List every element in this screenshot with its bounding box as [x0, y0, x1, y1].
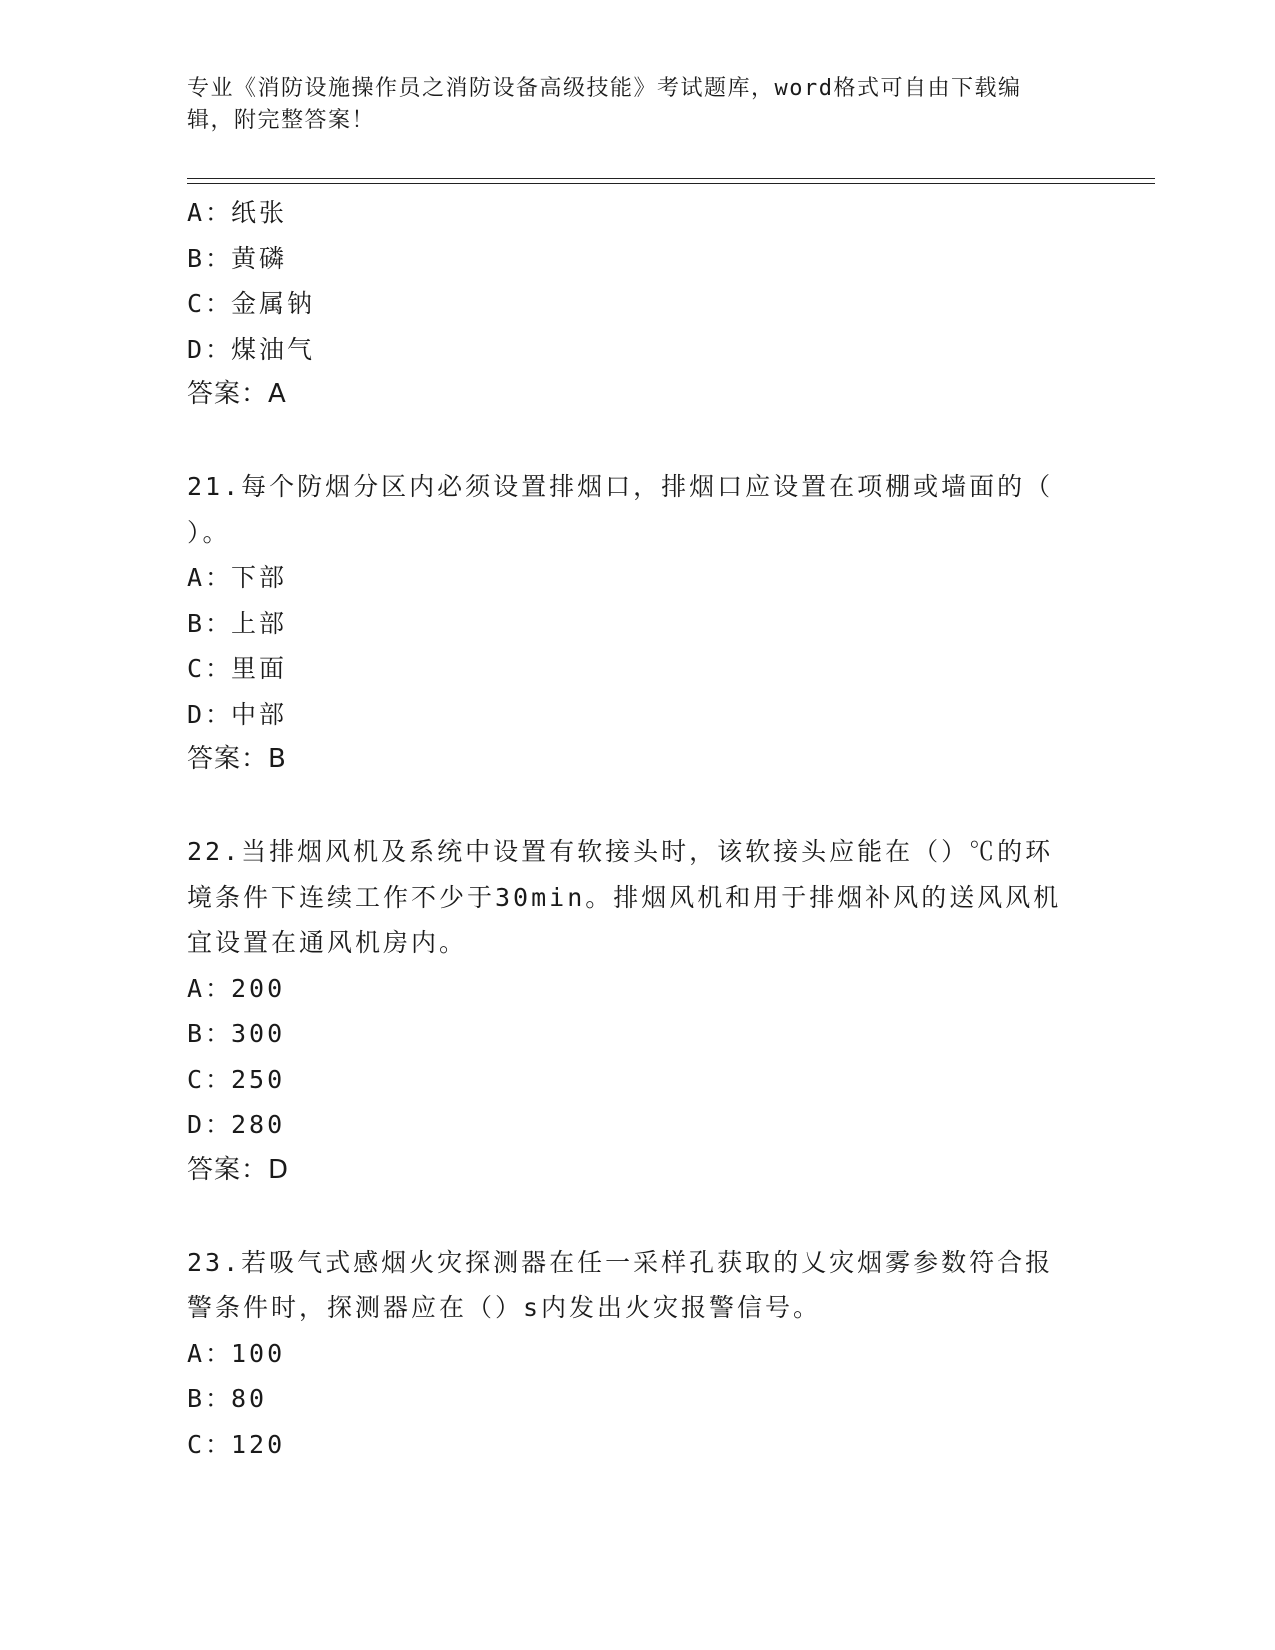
option-b: B：上部: [187, 608, 288, 638]
option-c: C：250: [187, 1064, 286, 1094]
header-line-2: 辑，附完整答案！: [187, 108, 376, 133]
question-23: [187, 1240, 1087, 1468]
question-content: [187, 190, 1087, 1467]
option-a: A：纸张: [187, 198, 288, 227]
option-c: C：120: [187, 1429, 286, 1459]
option-c: C：里面: [187, 654, 288, 683]
question-text-line: 23.若吸气式感烟火灾探测器在任一采样孔获取的乂灾烟雾参数符合报: [187, 1247, 1054, 1277]
option-b: B：80: [187, 1384, 268, 1413]
question-text-line: 22.当排烟风机及系统中设置有软接头时，该软接头应能在（）℃的环: [187, 837, 1054, 866]
header-rule-top: [187, 178, 1155, 179]
option-a: A：200: [187, 973, 286, 1003]
page-header: [187, 73, 1067, 137]
prev-question: [187, 190, 1087, 417]
question-text-line: ）。: [187, 517, 231, 547]
option-c: C：金属钠: [187, 289, 316, 318]
option-d: D：280: [187, 1110, 286, 1139]
option-a: A：100: [187, 1338, 286, 1368]
header-line-1: 专业《消防设施操作员之消防设备高级技能》考试题库，word格式可自由下载编: [187, 76, 1022, 101]
question-text-line: 宜设置在通风机房内。: [187, 928, 468, 957]
answer: 答案：A: [187, 379, 287, 409]
answer: 答案：B: [187, 744, 287, 774]
question-text-line: 警条件时，探测器应在（）s内发出火灾报警信号。: [187, 1293, 822, 1322]
question-21: [187, 464, 1087, 782]
option-b: B：300: [187, 1019, 286, 1048]
answer: 答案：D: [187, 1154, 290, 1185]
question-text-line: 21.每个防烟分区内必须设置排烟口，排烟口应设置在项棚或墙面的（: [187, 472, 1054, 501]
option-a: A：下部: [187, 563, 288, 592]
question-text-line: 境条件下连续工作不少于30min。排烟风机和用于排烟补风的送风风机: [187, 882, 1062, 912]
question-22: [187, 829, 1087, 1193]
option-b: B：黄磷: [187, 243, 288, 273]
option-d: D：中部: [187, 699, 288, 729]
header-rule-bottom: [187, 183, 1155, 184]
option-d: D：煤油气: [187, 334, 316, 364]
